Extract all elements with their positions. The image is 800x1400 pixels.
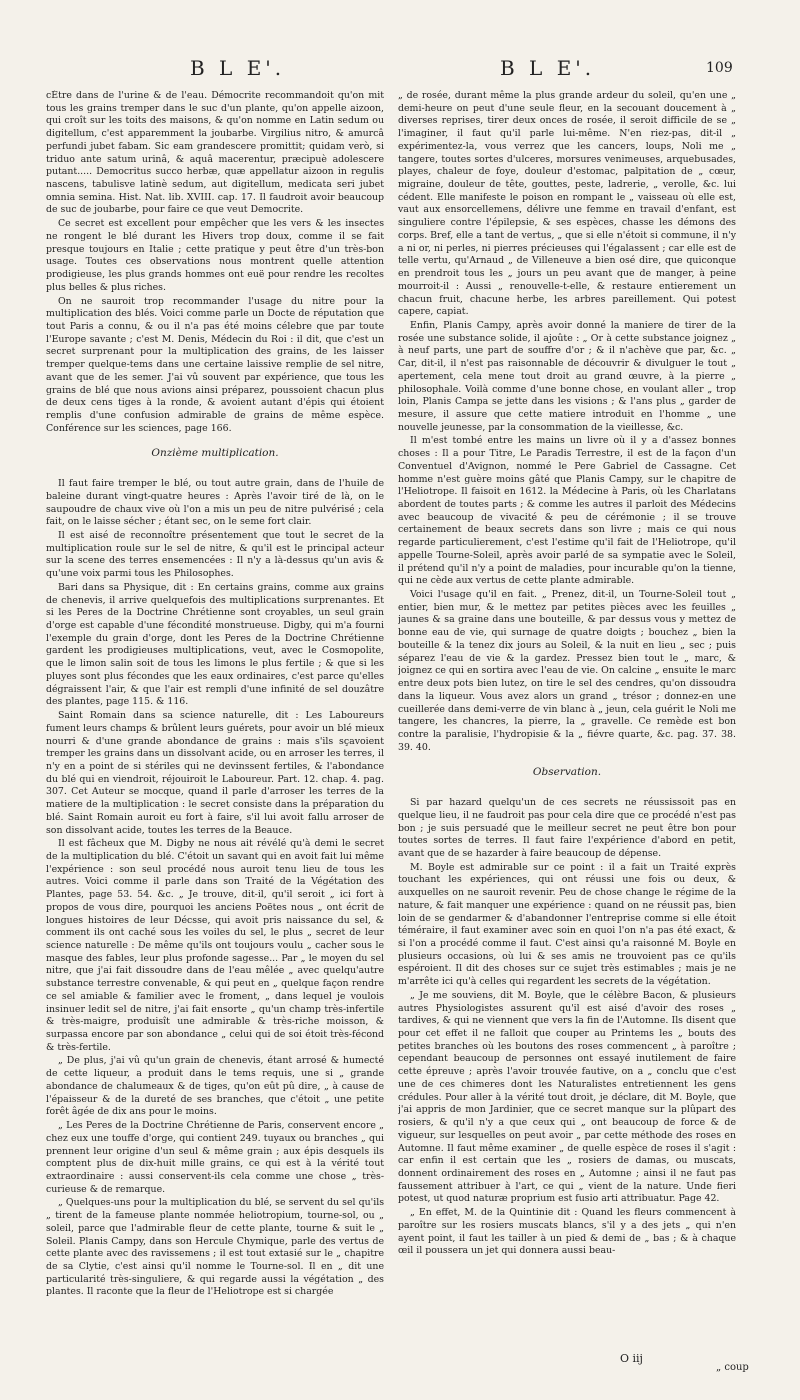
paragraph: „ De plus, j'ai vû qu'un grain de chenevis, étant arrosé & humecté de cette liqueur, a produit dans le tems requis, une si „ grande abondance de chalumeaux & de tiges, qu'on eût pû dire, „ à cause de l'épaisseur & de la dureté de ses branches, que c'étoit „ une petite forêt âgée de dix ans pour le moins. xyxy=(46,1055,384,1118)
paragraph: Voici l'usage qu'il en fait. „ Prenez, dit-il, un Tourne-Soleil tout „ entier, bien mur, & le mettez par petites pièces avec les feuilles „ jaunes & sa graine dans une bouteille, & par dessus vous y mettez de bonne eau de vie, qui surnage de quatre doigts ; bouchez „ bien la bouteille & la tenez dix jours au Soleil, & la nuit en lieu „ sec ; puis séparez l'eau de vie & la gardez. Pressez bien tout le „ marc, & joignez ce qui en sortira avec l'eau de vie. On calcine „ ensuite le marc entre deux pots bien lutez, on tire le sel des cendres, qu'on dissoudra dans la liqueur. Vous avez alors un grand „ trésor ; donnez-en une cueillerée dans demi-verre de vin blanc à „ jeun, cela guérit le Noli me tangere, les chancres, la pierre, la „ gravelle. Ce remède est bon contre la paralisie, l'hydropisie & la „ fiévre quarte, &c. pag. 37. 38. 39. 40. xyxy=(398,589,736,753)
paragraph: Il faut faire tremper le blé, ou tout autre grain, dans de l'huile de baleine durant vingt-quatre heures : Après l'avoir tiré de là, on le saupoudre de chaux vive où l'on a mis un peu de nitre pulvérisé ; cela fait, on le laisse sécher ; étant sec, on le seme fort clair. xyxy=(46,478,384,528)
paragraph: Enfin, Planis Campy, après avoir donné la maniere de tirer de la rosée une substance solide, il ajoûte : „ Or à cette substance joignez „ à neuf parts, une part de souffre d'or ; & il n'achève que par, &c. „ Car, dit-il, il n'est pas raisonnable de découvrir & divulguer le tout „ apertement, cela mene tout droit au grand œuvre, à la pierre „ philosophale. Voilà comme d'une bonne chose, en voulant aller „ trop loin, Planis Campa se jette dans les visions ; & l'ans plus „ garder de mesure, il assure que cette matiere introduit en l'homme „ une nouvelle jeunesse, par la consommation de la vieillesse, &c. xyxy=(398,319,736,433)
paragraph: „ de rosée, durant même la plus grande ardeur du soleil, qu'en une „ demi-heure on peut d'une seule fleur, en la secouant doucement à „ diverses reprises, tirer deux onces de rosée, il seroit difficile de se „ l'imaginer, il faut qu'il parle lui-même. N'en riez-pas, dit-il „ expérimentez-la, vous verrez que les cancers, loups, Noli me „ tangere, toutes sortes d'ulceres, morsures venimeuses, arquebusades, playes, chaleur de foye, douleur d'estomac, palpitation de „ cœur, migraine, douleur de tête, gouttes, peste, ladrerie, „ verolle, &c. lui cédent. Elle manifeste le poison en rompant le „ vaisseau où elle est, vaut aux ensorcellemens, délivre une femme en travail d'enfant, est singuliere contre l'épilepsie, & ses espèces, chasse les démons des corps. Bref, elle a tant de vertus, „ que si elle n'étoit si commune, il n'y a ni or, ni perles, ni pierres précieuses qui l'égalassent ; car elle est de telle vertu, qu'Arnaud „ de Villeneuve a bien osé dire, que quiconque en prendroit tous les „ jours un peu avant que de manger, à peine mourroit-il : Aussi „ renouvelle-t-elle, & restaure entierement un chacun fruit, chacune herbe, les arbres pareillement. Qui potest capere, capiat. xyxy=(398,90,736,318)
paragraph: Bari dans sa Physique, dit : En certains grains, comme aux grains de chenevis, il arrive quelquefois des multiplications surprenantes. Et si les Peres de la Doctrine Chrétienne sont croyables, un seul grain d'orge est capable d'une fécondité monstrueuse. Digby, qui m'a fourni l'exemple du grain d'orge, dont les Peres de la Doctrine Chrétienne gardent les prodigieuses multiplications, veut, avec le Cosmopolite, que le limon salin soit de tous les limons le plus fertile ; & que si les pluyes sont plus fécondes que les eaux ordinaires, c'est parce qu'elles dégraissent l'air, & que l'air est rempli d'une infinité de sel douzâtre des plantes, page 115. & 116. xyxy=(46,581,384,708)
section-heading: Observation. xyxy=(532,766,602,779)
paragraph: cÉtre dans de l'urine & de l'eau. Démocrite recommandoit qu'on mit tous les grains tremper dans le suc d'un plante, qu'on appelle aizoon, qui croît sur les toits des maisons, & qu'on nomme en Latin sedum ou digitellum, c'est apparemment la joubarbe. Virgilius nitro, & amurcâ perfundi jubet fabam. Sic eam grandescere promittit; quidam verò, si triduo ante satum urinâ, & aquâ macerentur, præcipuè adolescere putant..... Democritus succo herbæ, quæ appellatur aizoon in regulis nascens, tabulisve latinè sedum, aut digitellum, medicata seri jubet omnia semina. Hist. Nat. lib. XVIII. cap. 17. Il faudroit avoir beaucoup de suc de joubarbe, pour faire ce que veut Democrite. xyxy=(46,90,384,216)
paragraph: „ Quelques-uns pour la multiplication du blé, se servent du sel qu'ils „ tirent de la fameuse plante nommée heliotropium, tourne-sol, ou „ soleil, parce que l'admirable fleur de cette plante, tourne & suit le „ Soleil. Planis Campy, dans son Hercule Chymique, parle des vertus de cette plante avec des ravissemens ; il est tout extasié sur le „ chapitre de sa Clytie, c'est ainsi qu'il nomme le Tourne-sol. Il en „ dit une particularité très-singuliere, & qui regarde aussi la végétation „ des plantes. Il raconte que la fleur de l'Heliotrope est si chargée xyxy=(46,1197,384,1298)
paragraph: M. Boyle est admirable sur ce point : il a fait un Traité exprès touchant les expériences, qui ont réussi une fois ou deux, & auxquelles on ne sauroit revenir. Peu de chose change le régime de la nature, & fait manquer une expérience : quand on ne réussit pas, bien loin de se gendarmer & d'abandonner l'entreprise comme si elle étoit téméraire, il faut examiner avec soin en quoi l'on n'a pas été exact, & si l'on a procédé comme il faut. C'est ainsi qu'a raisonné M. Boyle en plusieurs occasions, où lui & ses amis ne trouvoient pas ce qu'ils espéroient. Il dit des choses sur ce sujet très estimables ; mais je ne m'arrête ici qu'à celles qui regardent les secrets de la végétation. xyxy=(398,861,736,988)
left-column xyxy=(46,90,384,1380)
paragraph: Saint Romain dans sa science naturelle, dit : Les Laboureurs fument leurs champs & brûlent leurs guérets, pour avoir un blé mieux nourri & d'une grande abondance de grains : mais s'ils sçavoient tremper les grains dans un dissolvant acide, ou en arroser les terres, il n'y en a point de si stériles qui ne devinssent fertiles, & l'abondance du blé qui en viendroit, réjouiroit le Laboureur. Part. 12. chap. 4. pag. 307. Cet Auteur se mocque, quand il parle d'arroser les terres de la matiere de la multiplication : le secret consiste dans la préparation du blé. Saint Romain auroit eu fort à faire, s'il lui avoit fallu arroser de son dissolvant acide, toutes les terres de la Beauce. xyxy=(46,710,384,836)
catchword: „ coup xyxy=(716,1362,749,1373)
paragraph: Il m'est tombé entre les mains un livre où il y a d'assez bonnes choses : Il a pour Titre, Le Paradis Terrestre, il est de la façon d'un Conventuel d'Avignon, nommé le Pere Gabriel de Cassagne. Cet homme n'est guère moins gâté que Planis Campy, sur le chapitre de l'Heliotrope. Il faisoit en 1612. la Médecine à Paris, où les Charlatans abordent de toutes parts ; & comme les autres il parloit des Médecins avec beaucoup de vivacité & peu de cérémonie ; il se trouve certainement de beaux secrets dans son livre ; mais ce qui nous regarde particulierement, c'est l'estime qu'il fait de l'Heliotrope, qu'il appelle Tourne-Soleil, après avoir parlé de sa sympatie avec le Soleil, il prétend qu'il n'y a point de maladies, pour incurable qu'on la tienne, qui ne cède aux vertus de cette plante admirable. xyxy=(398,435,736,587)
paragraph: Il est fâcheux que M. Digby ne nous ait révélé qu'à demi le secret de la multiplication du blé. C'étoit un savant qui en avoit fait lui même l'expérience : son seul procédé nous auroit tenu lieu de tous les autres. Voici comme il parle dans son Traité de la Végétation des Plantes, page 53. 54. &c. „ Je trouve, dit-il, qu'il seroit „ ici fort à propos de vous dire, pourquoi les anciens Poëtes nous „ ont écrit de longues histoires de leur Décsse, qui avoit pris naissance du sel, & comment ils ont caché sous les voiles du sel, le plus „ secret de leur science naturelle : De même qu'ils ont toujours voulu „ cacher sous le masque des fables, leur plus profonde sagesse... Par „ le moyen du sel nitre, que j'ai fait dissoudre dans de l'eau mêlée „ avec quelqu'autre substance terrestre convenable, & qui peut en „ quelque façon rendre ce sel amiable & familier avec le froment, „ dans lequel je voulois insinuer ledit sel de nitre, j'ai fait ensorte „ qu'un champ très-infertile & très-maigre, produisît une admirable & très-riche moisson, & surpassa encore par son abondance „ celui qui de soi étoit très-fécond & très-fertile. xyxy=(46,838,384,1053)
paragraph: On ne sauroit trop recommander l'usage du nitre pour la multiplication des blés. Voici comme parle un Docte de réputation que tout Paris a connu, & ou il n'a pas été moins célebre que par toute l'Europe savante ; c'est M. Denis, Médecin du Roi : il dit, que c'est un secret surprenant pour la multiplication des grains, de les laisser tremper quelque-tems dans une certaine laissive remplie de sel nitre, avant que de les semer. J'ai vû souvent par expérience, que tous les grains de blé que nous avions ainsi préparez, poussoient chacun plus de deux cens tiges à la ronde, & avoient autant d'épis qui étoient remplis d'une confusion admirable de grains de même espèce. Conférence sur les sciences, page 166. xyxy=(46,295,384,434)
page-header xyxy=(0,56,800,84)
paragraph: Il est aisé de reconnoître présentement que tout le secret de la multiplication roule sur le sel de nitre, & qu'il est le principal acteur sur la scene des terres ensemencées : Il n'y a là-dessus qu'un avis & qu'une voix parmi tous les Philosophes. xyxy=(46,530,384,580)
running-title-left: B L E'. xyxy=(190,56,286,80)
paragraph: „ Les Peres de la Doctrine Chrétienne de Paris, conservent encore „ chez eux une touffe d'orge, qui contient 249. tuyaux ou branches „ qui prennent leur origine d'un seul & même grain ; aux épis desquels ils comptent plus de dix-huit mille grains, ce qui est à la vérité tout extraordinaire : aussi conservent-ils cela comme une chose „ très-curieuse & de remarque. xyxy=(46,1120,384,1195)
signature-mark: O iij xyxy=(620,1352,643,1365)
page-number: 109 xyxy=(706,60,733,76)
paragraph: „ Je me souviens, dit M. Boyle, que le célèbre Bacon, & plusieurs autres Physiologistes assurent qu'il est aisé d'avoir des roses „ tardives, & qui ne viennent que vers la fin de l'Automne. Ils disent que pour cet effet il ne falloit que couper au Printems les „ bouts des petites branches où les boutons des roses commencent „ à paroître ; cependant beaucoup de personnes ont essayé inutilement de faire cette épreuve ; après l'avoir trouvée fautive, on a „ conclu que c'est une de ces chimeres dont les Naturalistes entretiennent les gens crédules. Pour aller à la vérité tout droit, je déclare, dit M. Boyle, que j'ai appris de mon Jardinier, que ce secret manque sur la plûpart des rosiers, & qu'il n'y a que ceux qui „ ont beaucoup de force & de vigueur, sur lesquelles on peut avoir „ par cette méthode des roses en Automne. Il faut même examiner „ de quelle espèce de roses il s'agit : car enfin il est certain que les „ rosiers de damas, ou muscats, donnent ordinairement des roses en „ Automne ; ainsi il ne faut pas faussement attribuer à l'art, ce qui „ vient de la nature. Unde fieri potest, ut quod naturæ proprium est fusio arti attribuatur. Page 42. xyxy=(398,989,736,1205)
right-column xyxy=(398,90,736,1380)
section-heading: Onzième multiplication. xyxy=(151,447,279,460)
paragraph: Ce secret est excellent pour empêcher que les vers & les insectes ne rongent le blé durant les Hivers trop doux, comme il se fait presque toujours en Italie ; cette pratique y peut être d'un très-bon usage. Toutes ces observations nous montrent quelle attention prodigieuse, les plus grands hommes ont euë pour rendre les recoltes plus belles & plus riches. xyxy=(46,218,384,293)
running-title-right: B L E'. xyxy=(500,56,596,80)
paragraph: Si par hazard quelqu'un de ces secrets ne réussissoit pas en quelque lieu, il ne faudroit pas pour cela dire que ce procédé n'est pas bon ; je suis persuadé que le meilleur secret ne peut être bon pour toutes sortes de terres. Il faut faire l'expérience d'abord en petit, avant que de se hazarder à faire beaucoup de dépense. xyxy=(398,797,736,859)
paragraph: „ En effet, M. de la Quintinie dit : Quand les fleurs commencent à paroître sur les rosiers muscats blancs, s'il y a des jets „ qui n'en ayent point, il faut les tailler à un pied & demi de „ bas ; & à chaque œil il poussera un jet qui donnera aussi beau- xyxy=(398,1207,736,1257)
